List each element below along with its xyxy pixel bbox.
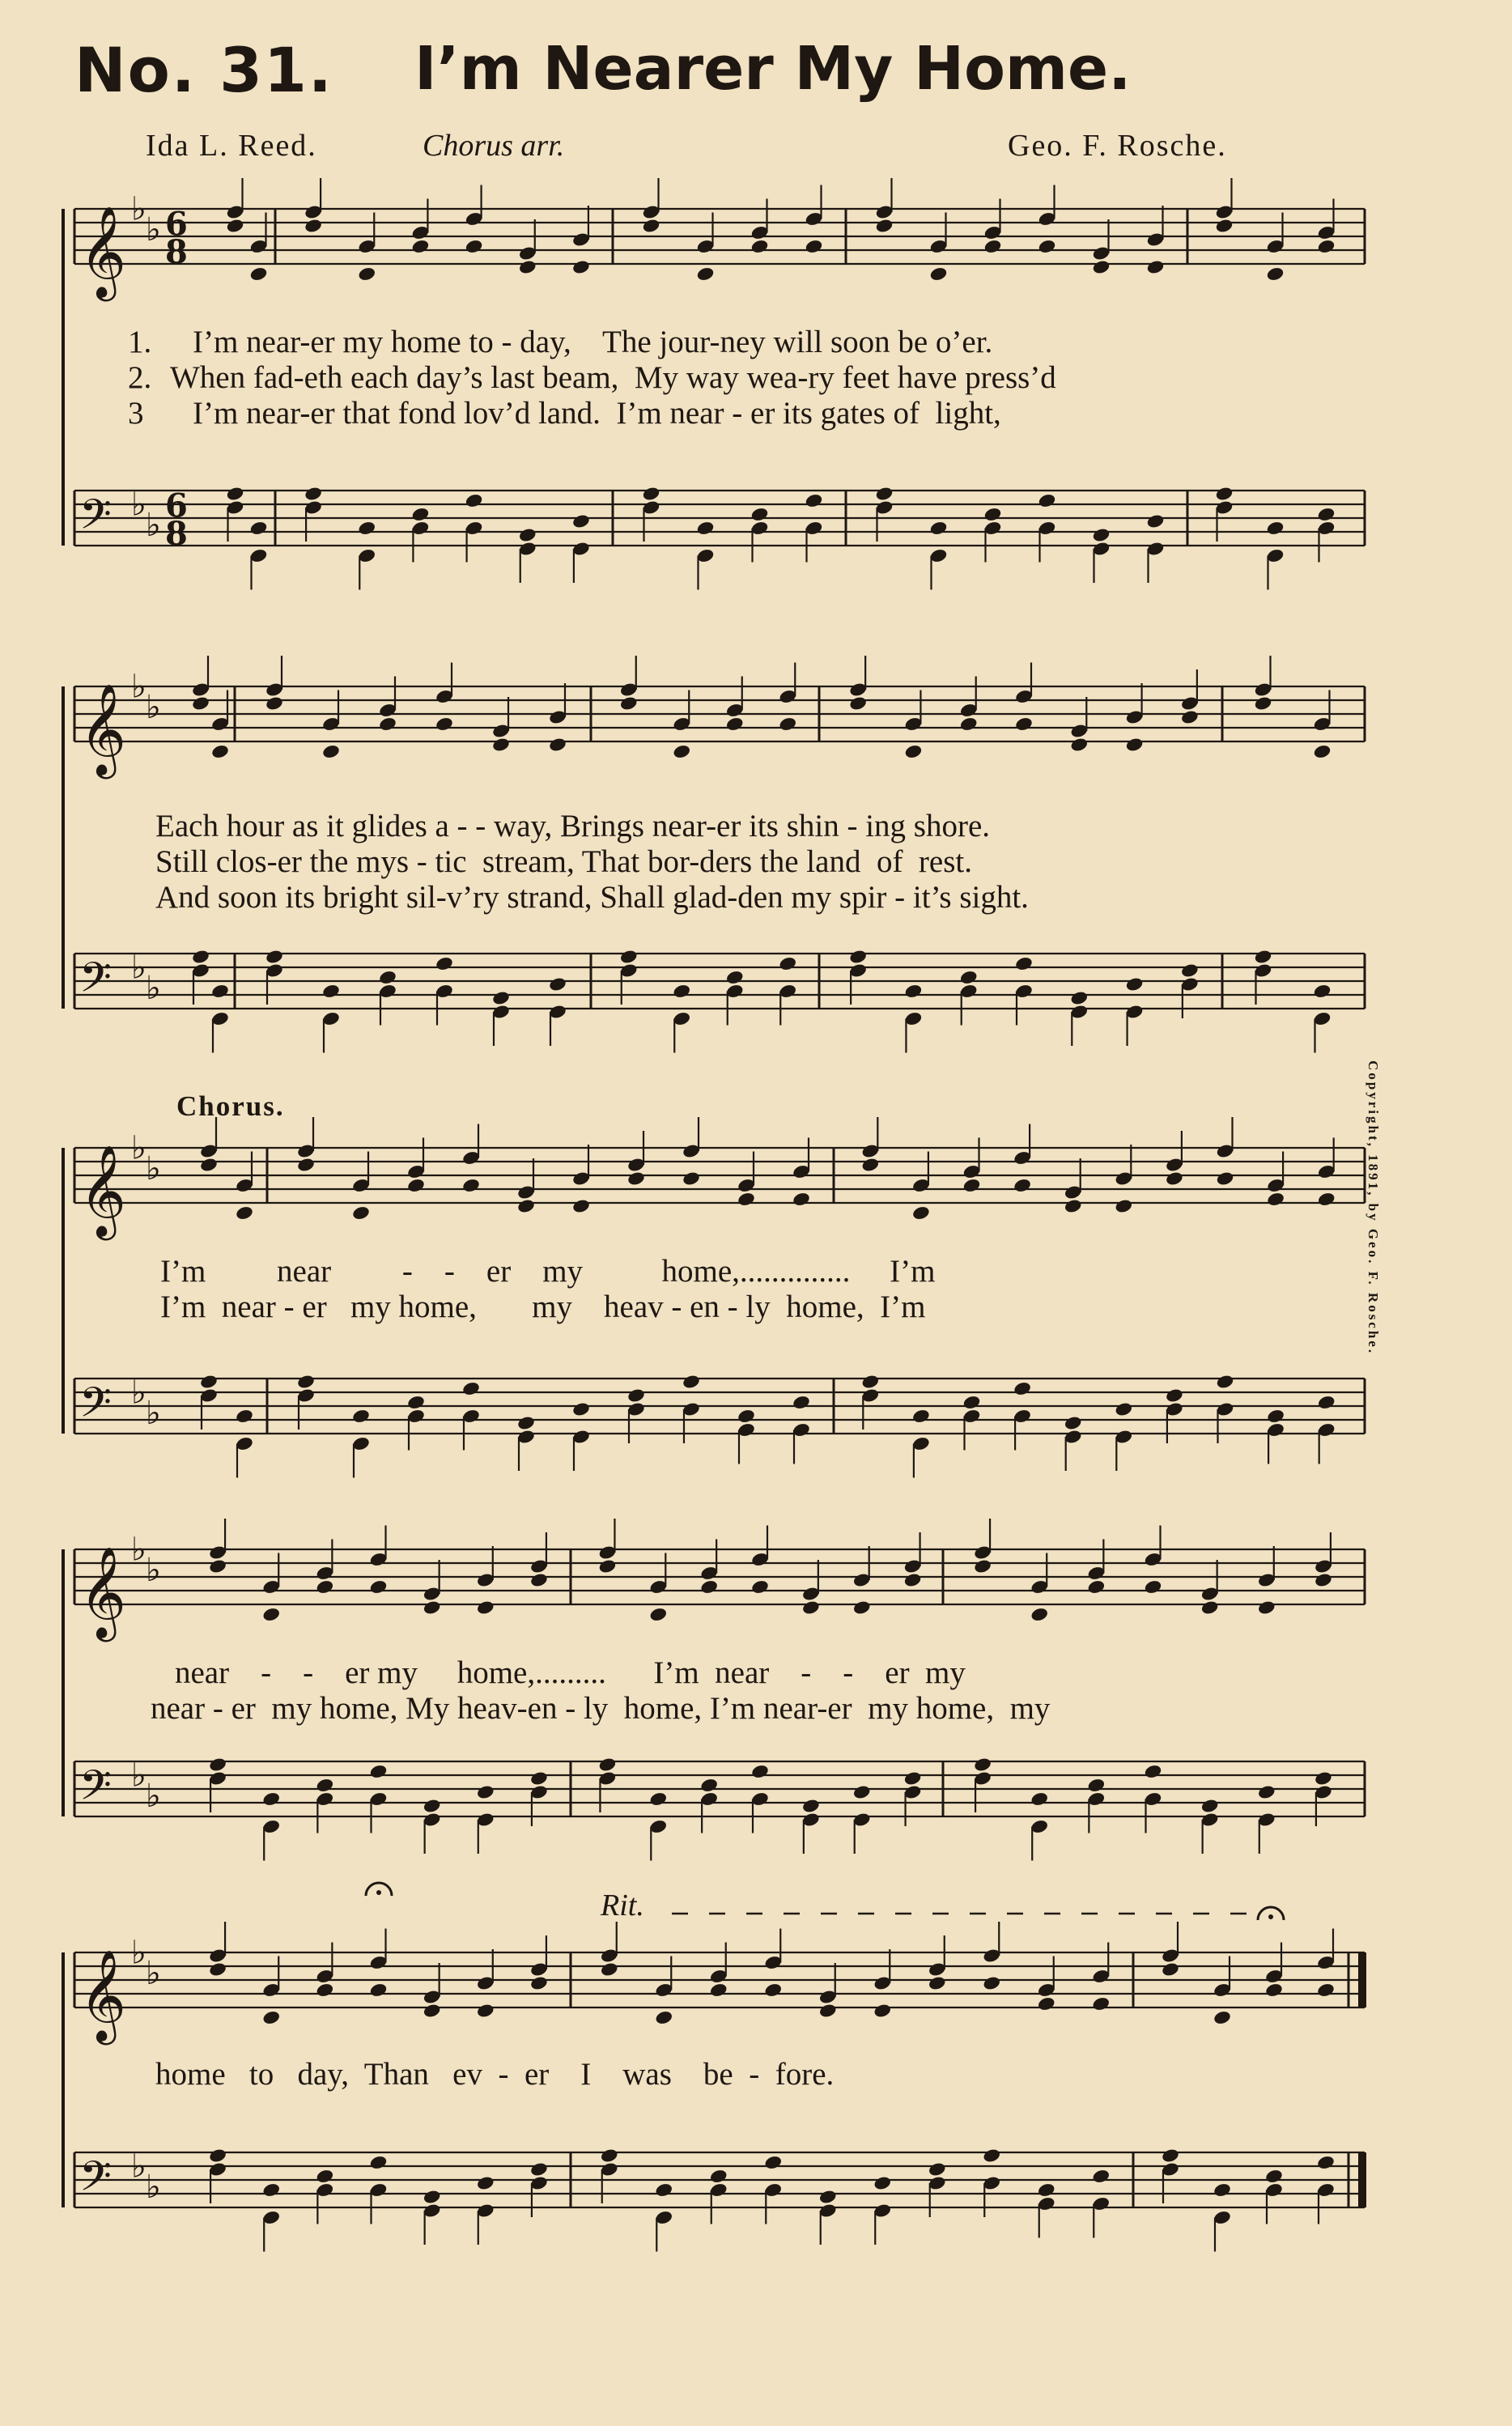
- note-head: [1087, 1579, 1106, 1595]
- note-head: [378, 716, 397, 733]
- note-head: [208, 1558, 227, 1574]
- note-head: [476, 1784, 495, 1800]
- flat-icon: ♭: [131, 668, 147, 706]
- note-head: [378, 970, 397, 986]
- note-head: [1146, 513, 1166, 529]
- treble-clef-icon: 𝄞: [79, 683, 126, 775]
- note-head: [928, 1975, 947, 1991]
- note-head: [1264, 2169, 1284, 2185]
- note-head: [1013, 1178, 1032, 1194]
- note-head: [1064, 1415, 1083, 1431]
- note-head: [805, 239, 824, 255]
- note-head: [465, 239, 484, 255]
- note-head: [357, 520, 376, 537]
- note-head: [929, 266, 949, 283]
- note-head: [369, 1982, 389, 1999]
- note-head: [529, 2161, 549, 2177]
- time-signature-denominator: 8: [165, 233, 188, 272]
- note-head: [959, 716, 979, 733]
- note-head: [516, 1198, 536, 1214]
- note-head: [351, 1408, 371, 1425]
- note-head: [1038, 239, 1057, 255]
- note-head: [210, 984, 230, 1000]
- note-head: [911, 1205, 931, 1221]
- copyright-notice: Copyright, 1891, by Geo. F. Rosche.: [1365, 1060, 1381, 1356]
- note-head: [423, 1798, 442, 1814]
- note-head: [763, 1982, 783, 1999]
- note-head: [1014, 956, 1034, 972]
- note-head: [818, 2003, 838, 2019]
- note-head: [1313, 744, 1332, 760]
- note-head: [642, 218, 661, 234]
- note-head: [1254, 695, 1273, 712]
- note-head: [321, 984, 341, 1000]
- note-head: [476, 1600, 495, 1616]
- note-head: [928, 2161, 947, 2177]
- note-head: [316, 1982, 335, 1999]
- note-head: [571, 1198, 591, 1214]
- note-head: [261, 1791, 281, 1808]
- note-head: [1092, 527, 1111, 543]
- note-head: [983, 507, 1003, 523]
- note-head: [265, 695, 284, 712]
- flat-icon: ♭: [131, 1129, 147, 1167]
- note-head: [1030, 1791, 1049, 1808]
- note-head: [261, 2010, 281, 2026]
- note-head: [873, 2175, 892, 2191]
- time-signature-numerator: 6: [165, 205, 188, 244]
- fermata-icon: [1268, 1914, 1273, 1919]
- note-head: [911, 1408, 931, 1425]
- note-head: [411, 239, 431, 255]
- note-head: [369, 2155, 389, 2171]
- note-head: [1013, 1381, 1032, 1397]
- note-head: [982, 2148, 1001, 2164]
- note-head: [316, 1579, 335, 1595]
- note-head: [571, 1401, 591, 1417]
- note-head: [848, 949, 868, 965]
- note-head: [265, 949, 284, 965]
- note-head: [296, 1374, 316, 1390]
- bass-clef-icon: 𝄢: [79, 953, 112, 1012]
- note-head: [461, 1178, 481, 1194]
- bass-clef-icon: 𝄢: [79, 490, 112, 549]
- note-head: [792, 1395, 811, 1411]
- flat-icon: ♭: [146, 1395, 161, 1433]
- note-head: [750, 507, 770, 523]
- note-head: [696, 266, 716, 283]
- note-head: [737, 1192, 756, 1208]
- note-head: [959, 970, 979, 986]
- note-head: [982, 1975, 1001, 1991]
- note-head: [929, 520, 949, 537]
- bass-clef-icon: 𝄢: [79, 1761, 112, 1820]
- note-head: [875, 218, 894, 234]
- flat-icon: ♭: [146, 211, 161, 249]
- note-head: [1215, 486, 1234, 502]
- note-head: [1165, 1387, 1184, 1404]
- chorus-upper-line-2: near - - er my home,......... I’m near - - er my: [175, 1655, 966, 1690]
- note-head: [600, 1961, 619, 1978]
- note-head: [406, 1178, 426, 1194]
- note-head: [763, 2155, 783, 2171]
- note-head: [316, 1778, 335, 1794]
- note-head: [973, 1757, 992, 1773]
- verse-2-line-2: Still clos-er the mys - tic stream, That bor-ders the land of rest.: [155, 844, 972, 879]
- note-head: [1317, 507, 1336, 523]
- arrangement-credit: Chorus arr.: [423, 129, 565, 163]
- note-head: [1314, 1770, 1333, 1787]
- note-head: [235, 1408, 254, 1425]
- chorus-final-line: home to day, Than ev - er I was be - fore.: [155, 2057, 835, 2092]
- note-head: [1266, 266, 1285, 283]
- note-head: [316, 2169, 335, 2185]
- note-head: [1313, 984, 1332, 1000]
- note-head: [249, 520, 269, 537]
- note-head: [699, 1579, 719, 1595]
- note-head: [1200, 1600, 1220, 1616]
- note-head: [1146, 259, 1166, 275]
- flat-icon: ♭: [146, 1955, 161, 1993]
- note-head: [598, 1757, 618, 1773]
- note-head: [529, 1572, 549, 1588]
- note-head: [261, 1607, 281, 1623]
- note-head: [1091, 1996, 1111, 2012]
- note-head: [699, 1778, 719, 1794]
- verse-3-line-2: And soon its bright sil-v’ry strand, Shall glad-den my spir - it’s sight.: [155, 880, 1029, 915]
- note-head: [210, 744, 230, 760]
- bass-clef-icon: 𝄢: [79, 2152, 112, 2211]
- note-head: [1161, 1961, 1180, 1978]
- note-head: [406, 1395, 426, 1411]
- note-head: [1144, 1764, 1163, 1780]
- note-head: [725, 716, 745, 733]
- note-head: [1257, 1600, 1276, 1616]
- note-head: [1125, 737, 1145, 753]
- note-head: [1200, 1798, 1220, 1814]
- note-head: [626, 1171, 646, 1187]
- note-head: [801, 1600, 821, 1616]
- note-head: [1317, 1192, 1336, 1208]
- note-head: [465, 493, 484, 509]
- note-head: [461, 1381, 481, 1397]
- note-head: [1092, 259, 1111, 275]
- note-head: [709, 1982, 728, 1999]
- note-head: [792, 1192, 811, 1208]
- note-head: [600, 2148, 619, 2164]
- final-barline: [1358, 1952, 1366, 2008]
- note-head: [875, 486, 894, 502]
- note-head: [1091, 2169, 1111, 2185]
- note-head: [1213, 2182, 1232, 2199]
- note-head: [682, 1171, 701, 1187]
- note-head: [709, 2169, 728, 2185]
- note-head: [1161, 2148, 1180, 2164]
- hymn-title: I’m Nearer My Home.: [414, 34, 1132, 104]
- note-head: [626, 1387, 646, 1404]
- treble-clef-icon: 𝄞: [79, 1949, 126, 2041]
- note-head: [750, 1579, 770, 1595]
- flat-icon: ♭: [131, 1934, 147, 1972]
- note-head: [518, 527, 537, 543]
- note-head: [226, 486, 245, 502]
- verse-number: 1.: [128, 325, 152, 359]
- note-head: [226, 218, 245, 234]
- note-head: [423, 2189, 442, 2205]
- note-head: [1266, 520, 1285, 537]
- flat-icon: ♭: [131, 1374, 147, 1412]
- note-head: [750, 239, 770, 255]
- verse-1-line-2: Each hour as it glides a - - way, Brings near-er its shin - ing shore.: [155, 809, 991, 843]
- flat-icon: ♭: [131, 486, 147, 524]
- note-head: [1213, 2010, 1232, 2026]
- note-head: [261, 2182, 281, 2199]
- note-head: [1215, 218, 1234, 234]
- note-head: [191, 949, 210, 965]
- note-head: [672, 984, 691, 1000]
- note-head: [476, 2175, 495, 2191]
- flat-icon: ♭: [146, 2169, 161, 2207]
- note-head: [208, 1757, 227, 1773]
- verse-number: 3: [128, 396, 144, 431]
- note-head: [904, 984, 924, 1000]
- note-head: [848, 695, 868, 712]
- bass-clef-icon: 𝄢: [79, 1378, 112, 1437]
- note-head: [654, 2010, 673, 2026]
- note-head: [435, 716, 454, 733]
- flat-icon: ♭: [146, 507, 161, 545]
- hymn-number: No. 31.: [74, 34, 333, 106]
- note-head: [411, 507, 431, 523]
- note-head: [1316, 2155, 1336, 2171]
- note-head: [642, 486, 661, 502]
- note-head: [1125, 976, 1145, 992]
- note-head: [235, 1205, 254, 1221]
- flat-icon: ♭: [131, 1531, 147, 1569]
- note-head: [1180, 962, 1200, 979]
- note-head: [725, 970, 745, 986]
- note-head: [369, 1764, 389, 1780]
- flat-icon: ♭: [146, 1150, 161, 1188]
- note-head: [750, 1764, 770, 1780]
- note-head: [973, 1558, 992, 1574]
- note-head: [903, 1770, 923, 1787]
- verse-1-line-1: I’m near-er my home to - day, The jour-ney will soon be o’er.: [193, 325, 993, 359]
- note-head: [801, 1798, 821, 1814]
- note-head: [1037, 1996, 1056, 2012]
- flat-icon: ♭: [131, 1757, 147, 1795]
- note-head: [208, 1961, 227, 1978]
- note-head: [571, 259, 591, 275]
- note-head: [1316, 1982, 1336, 1999]
- note-head: [861, 1374, 881, 1390]
- ritardando-marking: Rit.: [601, 1889, 644, 1923]
- note-head: [1266, 1408, 1285, 1425]
- note-head: [1314, 1572, 1333, 1588]
- flat-icon: ♭: [131, 2148, 147, 2186]
- note-head: [208, 2148, 227, 2164]
- note-head: [805, 493, 824, 509]
- note-head: [737, 1408, 756, 1425]
- note-head: [696, 520, 716, 537]
- chorus-label: Chorus.: [176, 1090, 285, 1122]
- note-head: [321, 744, 341, 760]
- note-head: [648, 1791, 668, 1808]
- note-head: [1165, 1171, 1184, 1187]
- final-barline: [1358, 2152, 1366, 2207]
- note-head: [423, 1600, 442, 1616]
- note-head: [1216, 1374, 1235, 1390]
- note-head: [1180, 709, 1200, 725]
- note-head: [648, 1607, 668, 1623]
- time-signature-numerator: 6: [165, 486, 188, 525]
- note-head: [1115, 1401, 1134, 1417]
- note-head: [548, 976, 567, 992]
- flat-icon: ♭: [146, 970, 161, 1008]
- note-head: [249, 266, 269, 283]
- note-head: [1317, 1395, 1336, 1411]
- note-head: [1266, 1192, 1285, 1208]
- chorus-upper-line-1: I’m near - - er my home,.............. I’m: [160, 1254, 936, 1289]
- note-head: [962, 1178, 982, 1194]
- note-head: [903, 1572, 923, 1588]
- note-head: [369, 1579, 389, 1595]
- note-head: [1014, 716, 1034, 733]
- note-head: [351, 1205, 371, 1221]
- note-head: [476, 2003, 495, 2019]
- note-head: [1038, 493, 1057, 509]
- note-head: [672, 744, 691, 760]
- chorus-lower-line-1: I’m near - er my home, my heav - en - ly home, I’m: [160, 1289, 926, 1324]
- note-head: [529, 1770, 549, 1787]
- note-head: [962, 1395, 982, 1411]
- verse-3-line-1: I’m near-er that fond lov’d land. I’m near - er its gates of light,: [193, 396, 1001, 431]
- flat-icon: ♭: [146, 689, 161, 727]
- flat-icon: ♭: [146, 1778, 161, 1816]
- treble-clef-icon: 𝄞: [79, 1546, 126, 1638]
- note-head: [304, 486, 323, 502]
- note-head: [778, 956, 797, 972]
- note-head: [619, 695, 639, 712]
- note-head: [852, 1784, 872, 1800]
- note-head: [491, 990, 511, 1006]
- note-head: [518, 259, 537, 275]
- flat-icon: ♭: [131, 949, 147, 987]
- verse-2-line-1: When fad-eth each day’s last beam, My way wea-ry feet have press’d: [170, 360, 1056, 395]
- composer-credit: Geo. F. Rosche.: [1008, 129, 1227, 163]
- note-head: [873, 2003, 892, 2019]
- note-head: [1030, 1607, 1049, 1623]
- note-head: [199, 1374, 219, 1390]
- note-head: [852, 1600, 872, 1616]
- note-head: [861, 1157, 881, 1173]
- note-head: [1216, 1171, 1235, 1187]
- note-head: [571, 513, 591, 529]
- treble-clef-icon: 𝄞: [79, 1145, 126, 1237]
- note-head: [357, 266, 376, 283]
- time-signature-denominator: 8: [165, 515, 188, 554]
- note-head: [423, 2003, 442, 2019]
- note-head: [435, 956, 454, 972]
- note-head: [983, 239, 1003, 255]
- note-head: [654, 2182, 673, 2199]
- note-head: [818, 2189, 838, 2205]
- flat-icon: ♭: [146, 1552, 161, 1590]
- note-head: [1317, 239, 1336, 255]
- note-head: [1257, 1784, 1276, 1800]
- chorus-lower-line-2: near - er my home, My heav-en - ly home, I’m near-er my home, my: [151, 1691, 1051, 1726]
- author-credit: Ida L. Reed.: [146, 129, 317, 163]
- note-head: [1037, 2182, 1056, 2199]
- note-head: [296, 1157, 316, 1173]
- note-head: [491, 737, 511, 753]
- note-head: [1115, 1198, 1134, 1214]
- note-head: [1064, 1198, 1083, 1214]
- note-head: [778, 716, 797, 733]
- treble-clef-icon: 𝄞: [79, 206, 126, 298]
- fermata-icon: [376, 1890, 381, 1895]
- note-head: [199, 1157, 219, 1173]
- note-head: [304, 218, 323, 234]
- note-head: [619, 949, 639, 965]
- note-head: [1069, 737, 1089, 753]
- flat-icon: ♭: [131, 190, 147, 228]
- note-head: [1144, 1579, 1163, 1595]
- note-head: [191, 695, 210, 712]
- note-head: [1254, 949, 1273, 965]
- note-head: [1087, 1778, 1106, 1794]
- verse-number: 2.: [128, 360, 152, 395]
- note-head: [904, 744, 924, 760]
- note-head: [529, 1975, 549, 1991]
- note-head: [598, 1558, 618, 1574]
- note-head: [1264, 1982, 1284, 1999]
- note-head: [682, 1374, 701, 1390]
- note-head: [516, 1415, 536, 1431]
- note-head: [1069, 990, 1089, 1006]
- note-head: [548, 737, 567, 753]
